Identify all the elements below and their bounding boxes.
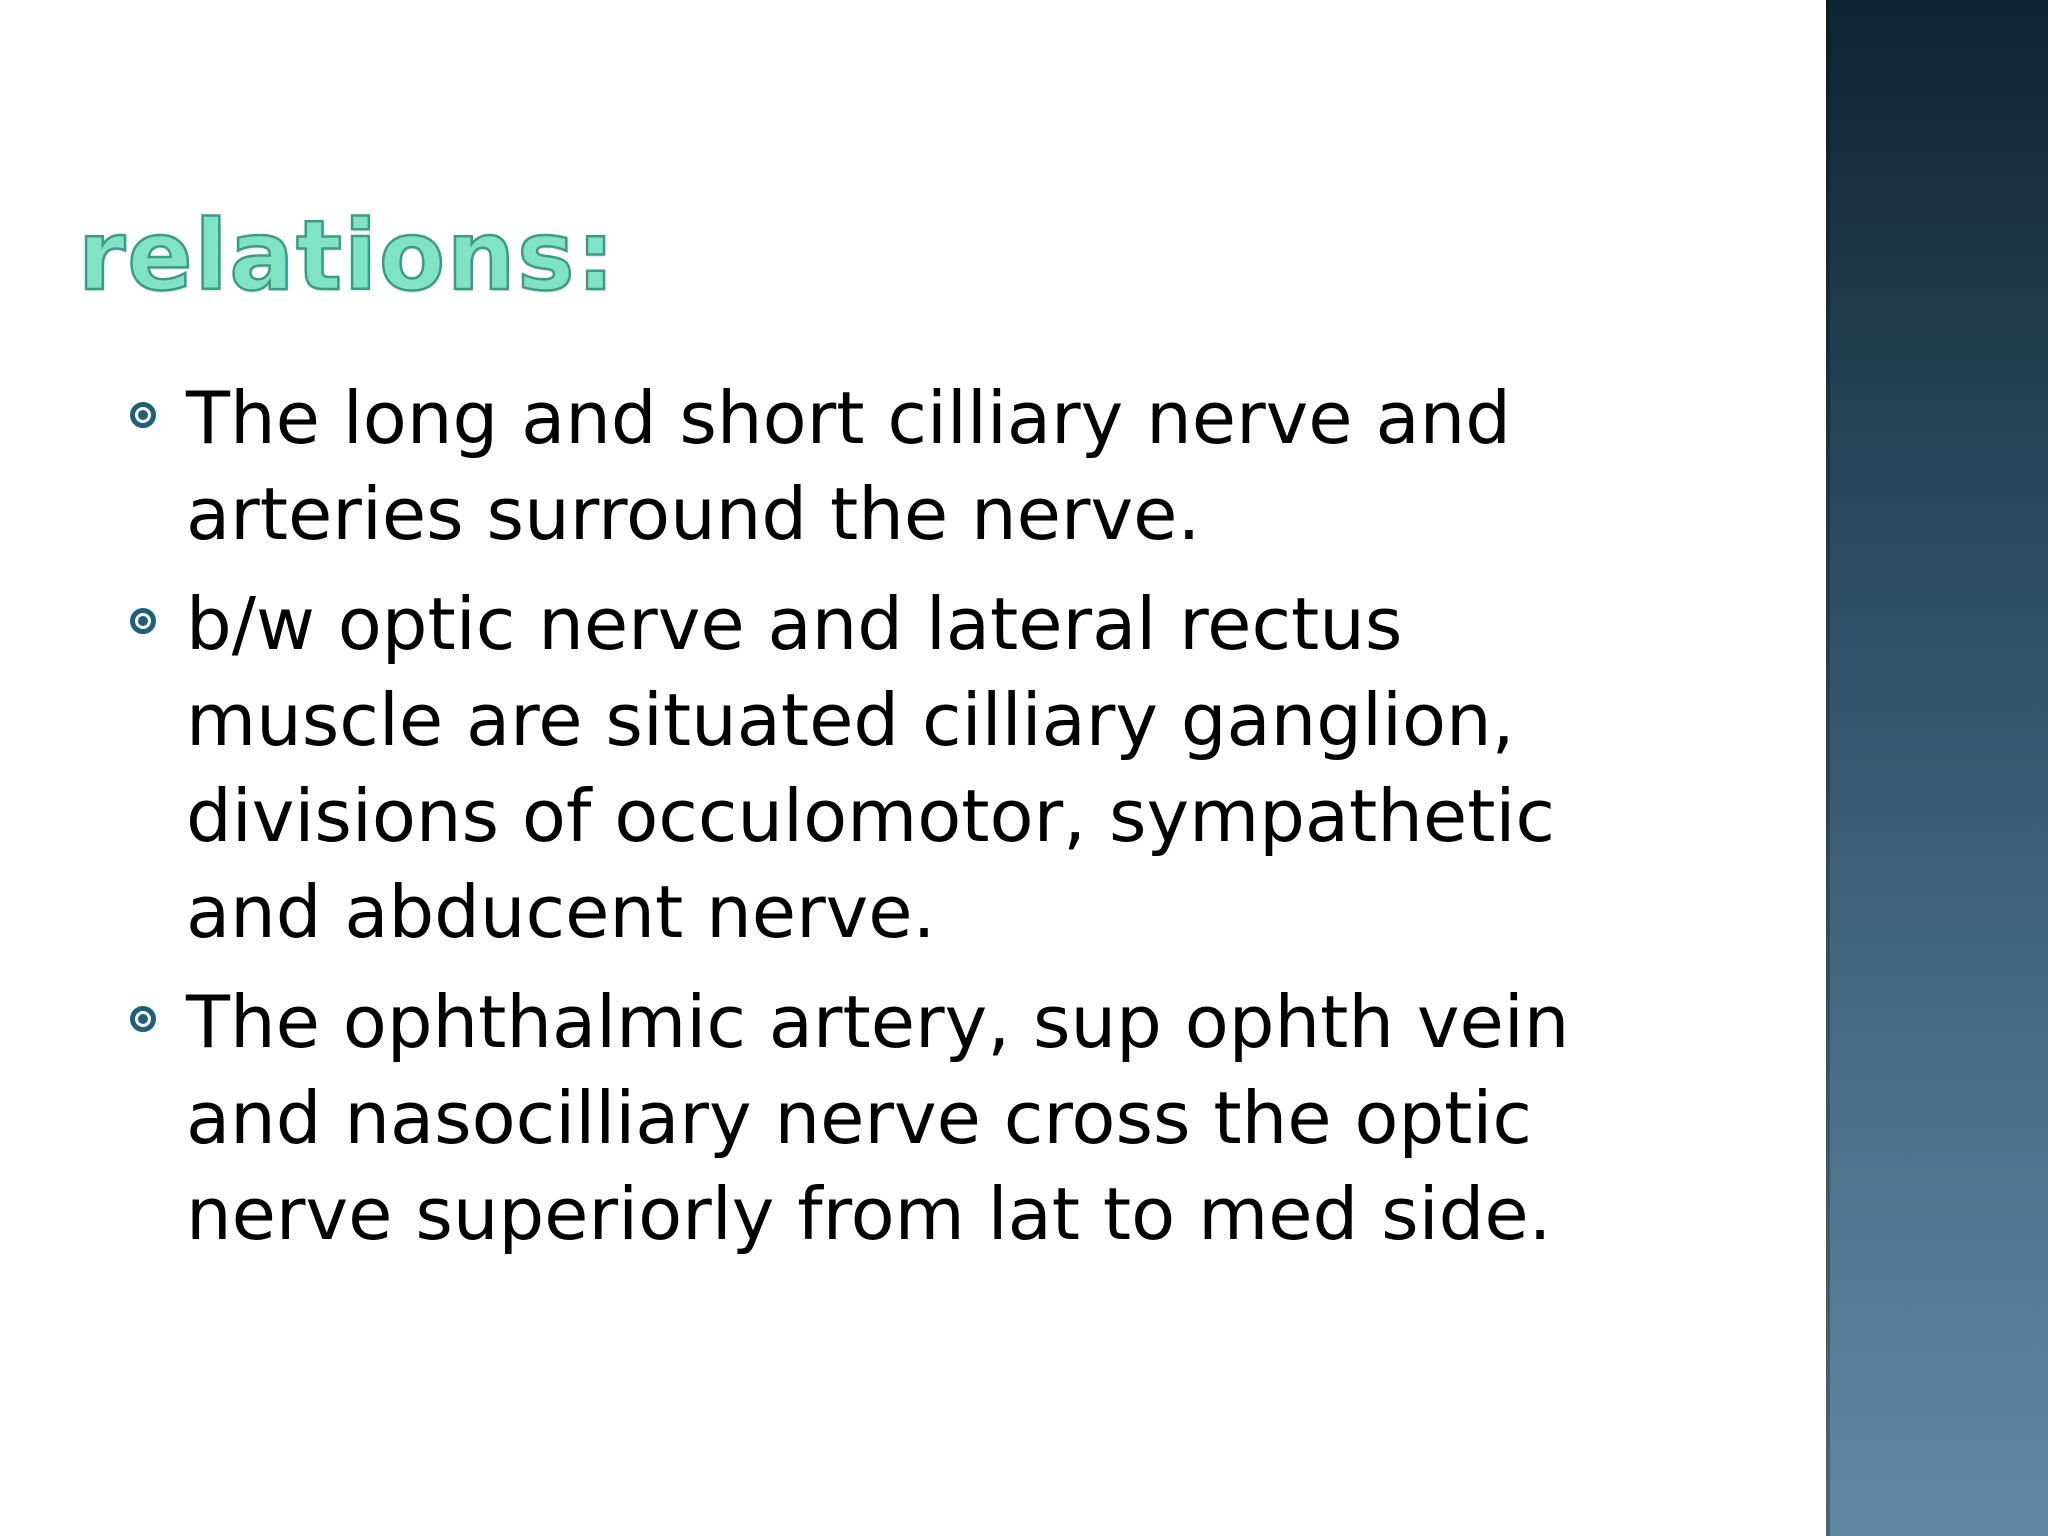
bullet-text: The long and short cilliary nerve and arteries surround the nerve. bbox=[186, 376, 1511, 556]
bullet-text: b/w optic nerve and lateral rectus muscle are situated cilliary ganglion, divisions of occulomotor, sympathetic and abducent nerve. bbox=[186, 582, 1556, 954]
slide-title: relations: bbox=[78, 200, 617, 312]
side-decoration-panel bbox=[1826, 0, 2048, 1536]
target-bullet-icon bbox=[130, 402, 156, 428]
side-panel-edge bbox=[1826, 0, 1830, 1536]
bullet-text: The ophthalmic artery, sup ophth vein and nasocilliary nerve cross the optic nerve superiorly from lat to med side. bbox=[186, 980, 1570, 1256]
target-bullet-icon bbox=[130, 1006, 156, 1032]
bullet-list bbox=[130, 370, 1610, 1276]
bullet-item bbox=[130, 370, 1610, 562]
target-bullet-icon bbox=[130, 608, 156, 634]
bullet-item bbox=[130, 576, 1610, 960]
bullet-item bbox=[130, 974, 1610, 1262]
